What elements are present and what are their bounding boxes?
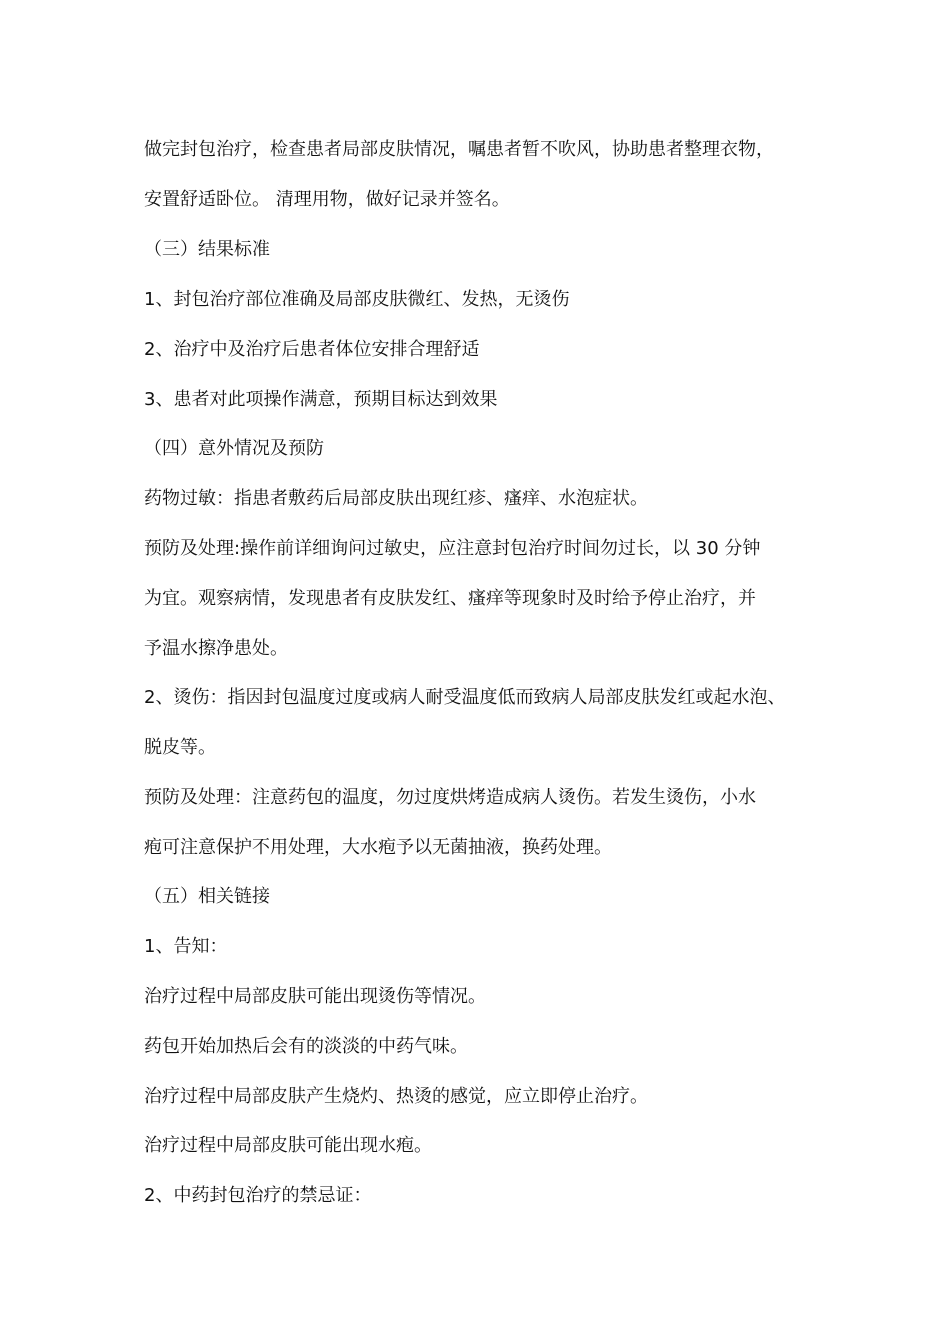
list-item: 3、患者对此项操作满意，预期目标达到效果 <box>144 389 498 410</box>
paragraph-line: 预防及处理：注意药包的温度，勿过度烘烤造成病人烫伤。若发生烫伤，小水 <box>144 787 756 808</box>
section-heading: （四）意外情况及预防 <box>144 438 324 459</box>
list-item: 1、告知： <box>144 936 228 957</box>
paragraph-line: 疱可注意保护不用处理，大水疱予以无菌抽液，换药处理。 <box>144 837 612 858</box>
paragraph-line: 为宜。观察病情，发现患者有皮肤发红、瘙痒等现象时及时给予停止治疗，并 <box>144 588 756 609</box>
paragraph-line: 脱皮等。 <box>144 737 216 758</box>
section-heading: （三）结果标准 <box>144 239 270 260</box>
list-item: 2、中药封包治疗的禁忌证： <box>144 1185 372 1206</box>
paragraph-line: 安置舒适卧位。 清理用物，做好记录并签名。 <box>144 189 510 210</box>
list-item: 2、治疗中及治疗后患者体位安排合理舒适 <box>144 339 480 360</box>
paragraph-line: 药物过敏：指患者敷药后局部皮肤出现红疹、瘙痒、水泡症状。 <box>144 488 648 509</box>
paragraph-line: 治疗过程中局部皮肤可能出现烫伤等情况。 <box>144 986 486 1007</box>
paragraph-line: 做完封包治疗，检查患者局部皮肤情况，嘱患者暂不吹风，协助患者整理衣物， <box>144 139 774 160</box>
list-item: 1、封包治疗部位准确及局部皮肤微红、发热，无烫伤 <box>144 289 570 310</box>
paragraph-line: 药包开始加热后会有的淡淡的中药气味。 <box>144 1036 468 1057</box>
section-heading: （五）相关链接 <box>144 886 270 907</box>
paragraph-line: 治疗过程中局部皮肤产生烧灼、热烫的感觉，应立即停止治疗。 <box>144 1086 648 1107</box>
paragraph-line: 治疗过程中局部皮肤可能出现水疱。 <box>144 1135 432 1156</box>
paragraph-line: 予温水擦净患处。 <box>144 638 288 659</box>
list-item: 2、烫伤：指因封包温度过度或病人耐受温度低而致病人局部皮肤发红或起水泡、 <box>144 687 786 708</box>
paragraph-line: 预防及处理:操作前详细询问过敏史，应注意封包治疗时间勿过长，以 30 分钟 <box>144 538 761 559</box>
